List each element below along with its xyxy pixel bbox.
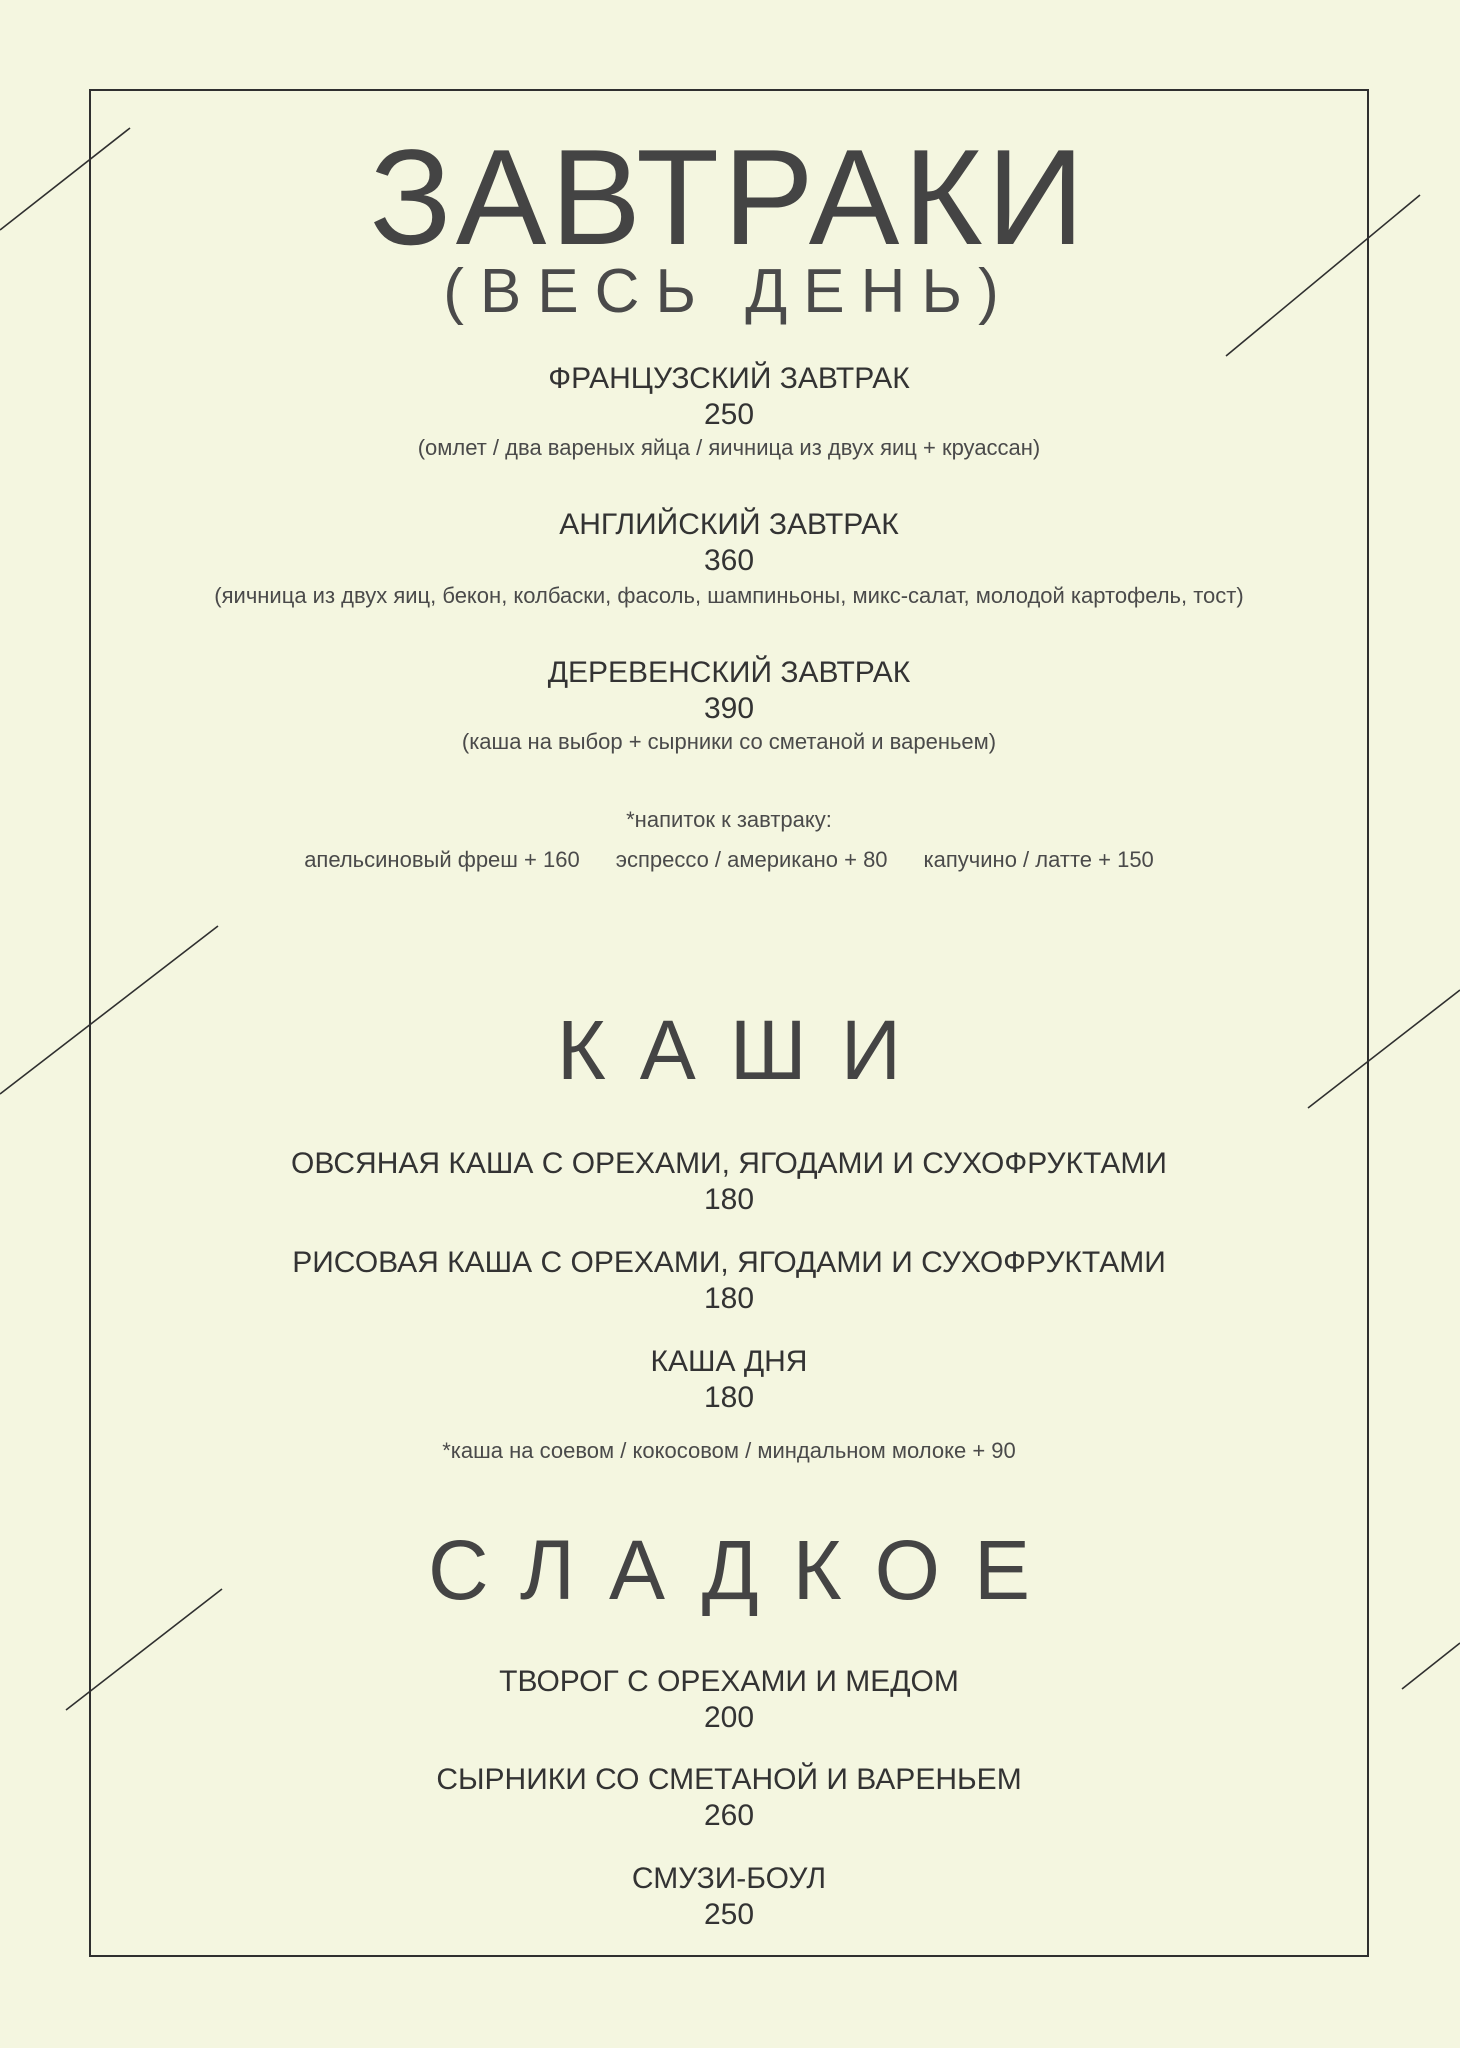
menu-item-price: 360 [703, 544, 755, 577]
menu-item-price: 250 [703, 398, 755, 431]
menu-item-name: ТВОРОГ С ОРЕХАМИ И МЕДОМ [499, 1665, 959, 1698]
menu-item-price: 180 [703, 1381, 755, 1414]
menu-item-name: СМУЗИ-БОУЛ [631, 1862, 827, 1895]
menu-item-description: (каша на выбор + сырники со сметаной и вареньем) [461, 729, 997, 754]
menu-item-name: ФРАНЦУЗСКИЙ ЗАВТРАК [548, 362, 910, 395]
porridge-note: *каша на соевом / кокосовом / миндальном молоке + 90 [442, 1438, 1016, 1463]
menu-item-description: (яичница из двух яиц, бекон, колбаски, фасоль, шампиньоны, микс-салат, молодой картофель, тост) [214, 583, 1244, 608]
diagonal-line [1402, 1643, 1460, 1689]
menu-item-price: 390 [703, 692, 755, 725]
menu-item-name: ДЕРЕВЕНСКИЙ ЗАВТРАК [547, 656, 911, 689]
breakfast-subtitle: (ВЕСЬ ДЕНЬ) [443, 257, 1015, 326]
menu-item-price: 200 [703, 1701, 755, 1734]
menu-item-description: (омлет / два вареных яйца / яичница из двух яиц + круассан) [417, 435, 1041, 460]
drinks-row [89, 849, 1369, 871]
sweets-title: СЛАДКОЕ [427, 1523, 1065, 1617]
drink-option: капучино / латте + 150 [923, 847, 1154, 872]
menu-item-name: РИСОВАЯ КАША С ОРЕХАМИ, ЯГОДАМИ И СУХОФРУКТАМИ [292, 1246, 1166, 1279]
menu-item-name: ОВСЯНАЯ КАША С ОРЕХАМИ, ЯГОДАМИ И СУХОФРУКТАМИ [291, 1147, 1167, 1180]
menu-item-price: 180 [703, 1282, 755, 1315]
porridge-title: КАШИ [556, 1003, 936, 1097]
menu-item-name: КАША ДНЯ [650, 1345, 808, 1378]
breakfast-title: ЗАВТРАКИ [369, 121, 1089, 273]
drink-option: эспрессо / американо + 80 [615, 847, 888, 872]
menu-item-price: 180 [703, 1183, 755, 1216]
menu-item-price: 260 [703, 1799, 755, 1832]
menu-item-name: АНГЛИЙСКИЙ ЗАВТРАК [559, 508, 899, 541]
menu-content [89, 89, 1369, 1957]
menu-item-name: СЫРНИКИ СО СМЕТАНОЙ И ВАРЕНЬЕМ [436, 1763, 1022, 1796]
drinks-note: *напиток к завтраку: [626, 807, 832, 832]
drink-option: апельсиновый фреш + 160 [304, 847, 580, 872]
menu-item-price: 250 [703, 1898, 755, 1931]
